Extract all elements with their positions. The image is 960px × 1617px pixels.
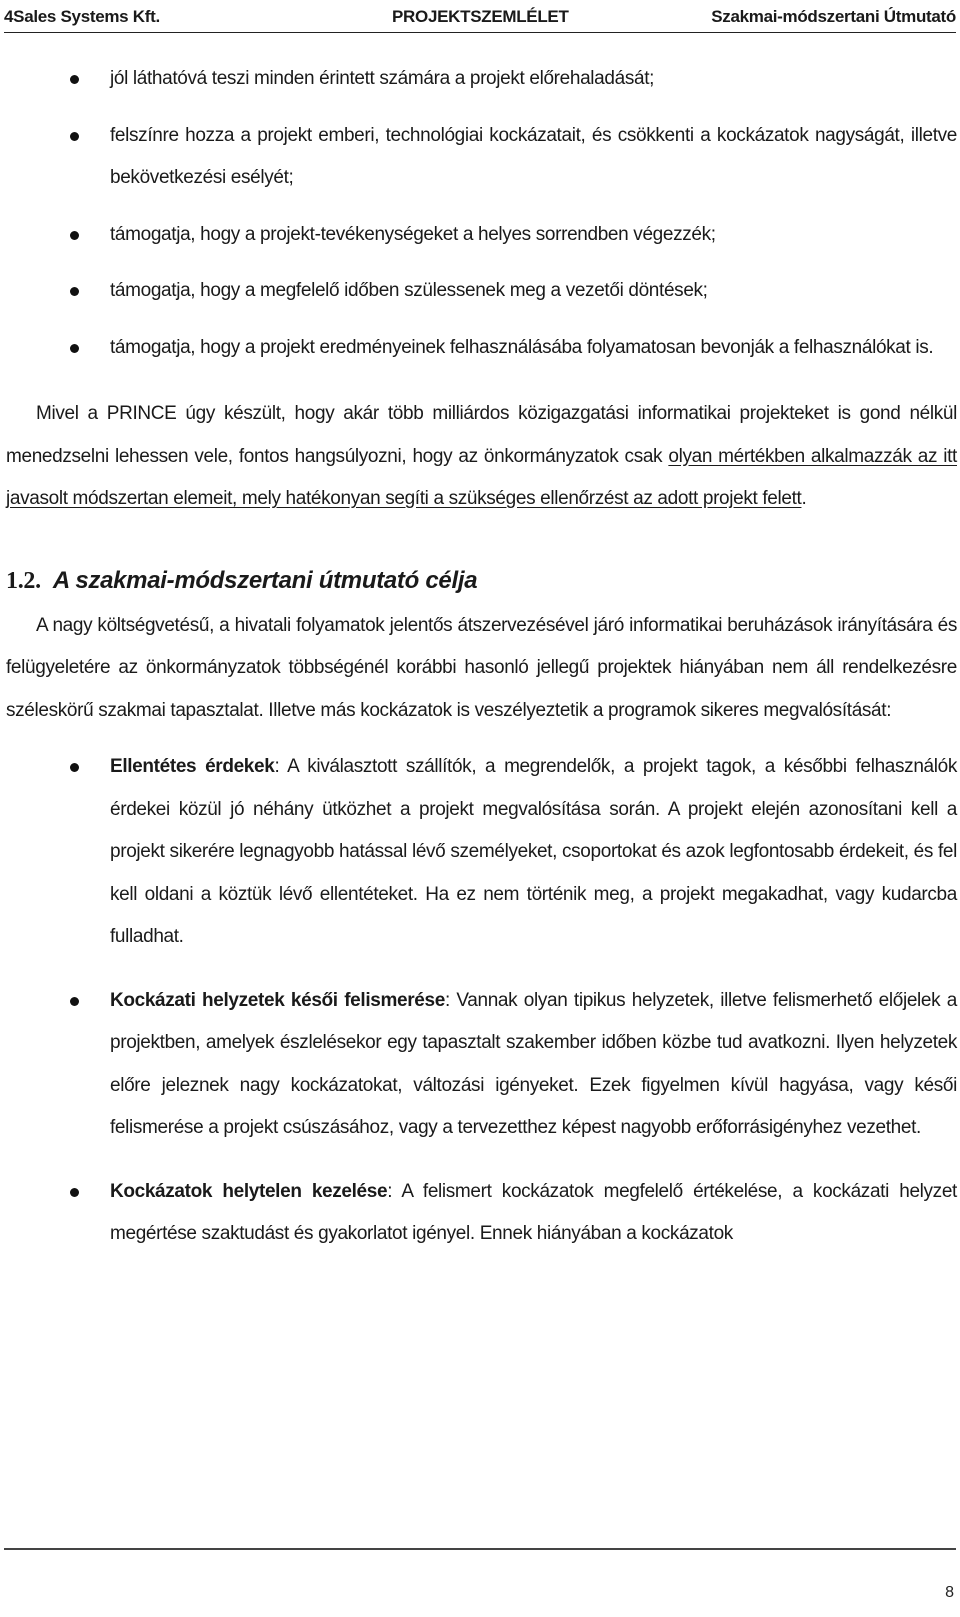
risk-term: Ellentétes érdekek	[110, 756, 275, 777]
intro-bullet-list	[6, 58, 957, 369]
page-content	[6, 58, 957, 1277]
purpose-paragraph: A nagy költségvetésű, a hivatali folyamatok jelentős átszervezésével járó informatikai beruházások irányítására és felügyeletére az önkormányzatok többségénél korábbi hasonló jellegű projektek hiányában nem áll rendelkezésre széleskörű szakmai tapasztalat. Illetve más kockázatok is veszélyeztetik a programok sikeres megvalósítását:	[6, 614, 957, 721]
risk-description: : A kiválasztott szállítók, a megrendelők, a projekt tagok, a későbbi felhasználók érdekei közül jó néhány ütközhet a projekt megvalósítása során. A projekt elején azonosítani kell a projekt sikerére legnagyobb hatással lévő személyeket, csoportokat és azok legfontosabb érdekeit, és fel kell oldani a köztük lévő ellentéteket. Ha ez nem történik meg, a projekt megakadhat, vagy kudarcba fulladhat.	[110, 756, 958, 947]
risk-bullet-list	[6, 746, 957, 1256]
risk-description: : Vannak olyan tipikus helyzetek, illetve felismerhető előjelek a projektben, amelyek észlelésekor egy tapasztalt szakember időben közbe tud avatkozni. Ilyen helyzetek előre jeleznek nagy kockázatokat, változási igényeket. Ezek figyelmen kívül hagyása, vagy késői felismerése a projekt csúszásához, vagy a tervezetthez képest nagyobb erőforrásigényhez vezethet.	[110, 989, 957, 1138]
page-header	[4, 4, 956, 33]
paragraph-end: .	[801, 488, 807, 509]
risk-description: : A felismert kockázatok megfelelő értékelése, a kockázati helyzet megértése szaktudást és gyakorlatot igényel. Ennek hiányában a kockázatok	[110, 1180, 957, 1244]
list-item: felszínre hozza a projekt emberi, technológiai kockázatait, és csökkenti a kockázatok nagyságát, illetve bekövetkezési esélyét;	[6, 115, 957, 200]
risk-term: Kockázati helyzetek késői felismerése	[110, 989, 445, 1011]
list-item	[6, 1171, 957, 1256]
list-item: támogatja, hogy a megfelelő időben szülessenek meg a vezetői döntések;	[6, 270, 957, 313]
section-title: A szakmai-módszertani útmutató célja	[52, 566, 478, 594]
paragraph-text: Mivel a PRINCE úgy készült, hogy akár több milliárdos közigazgatási informatikai projekteket is gond nélkül menedzselni lehessen vele, fontos hangsúlyozni, hogy az önkormányzatok csak	[6, 403, 957, 467]
page-number: 8	[945, 1584, 954, 1601]
section-number: 1.2.	[6, 567, 41, 594]
header-company: 4Sales Systems Kft.	[4, 7, 160, 26]
prince-paragraph	[6, 393, 957, 521]
footer-divider	[4, 1548, 956, 1550]
list-item: jól láthatóvá teszi minden érintett számára a projekt előrehaladását;	[6, 58, 957, 101]
underlined-emphasis: olyan mértékben alkalmazzák az itt javasolt módszertan elemeit, mely hatékonyan segíti a szükséges ellenőrzést az adott projekt felett	[6, 445, 957, 509]
list-item	[6, 746, 957, 959]
section-heading	[6, 557, 957, 605]
list-item	[6, 980, 957, 1150]
list-item: támogatja, hogy a projekt eredményeinek felhasználásába folyamatosan bevonják a felhasználókat is.	[6, 327, 957, 370]
header-doc-title: Szakmai-módszertani Útmutató	[711, 7, 956, 26]
risk-term: Kockázatok helytelen kezelése	[110, 1180, 388, 1202]
list-item: támogatja, hogy a projekt-tevékenységeket a helyes sorrendben végezzék;	[6, 214, 957, 257]
header-topic: PROJEKTSZEMLÉLET	[392, 7, 569, 26]
